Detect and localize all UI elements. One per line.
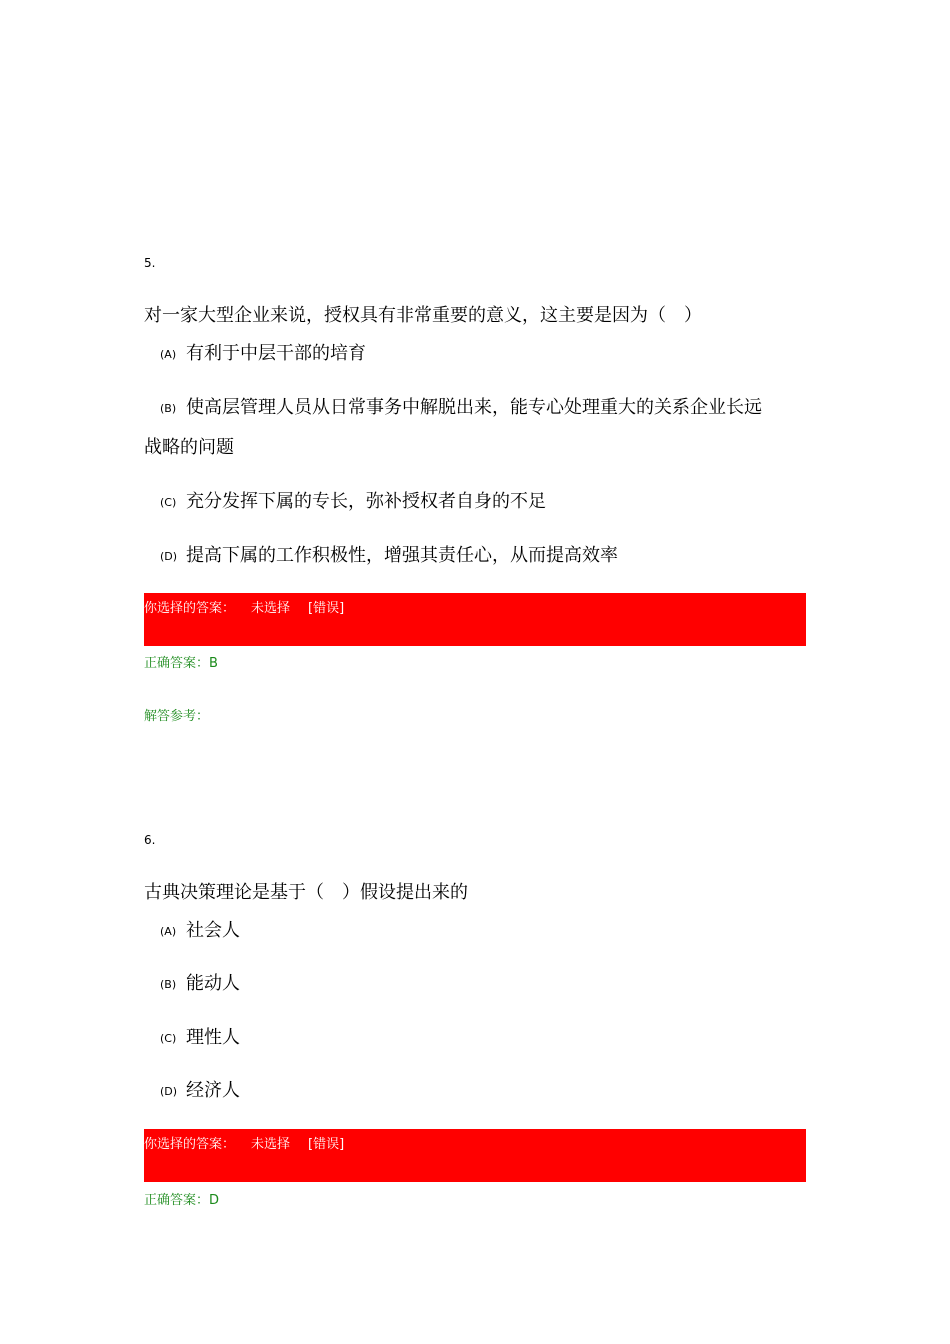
your-answer-label: 你选择的答案： <box>144 1137 236 1152</box>
correct-answer: 正确答案：D <box>144 1193 220 1208</box>
option-text: 提高下属的工作积极性，增强其责任心，从而提高效率 <box>186 545 618 566</box>
option-text: 经济人 <box>186 1080 240 1101</box>
option-label: (A) <box>160 924 177 938</box>
question-number: 6. <box>144 833 156 847</box>
option-text: 充分发挥下属的专长，弥补授权者自身的不足 <box>186 491 546 512</box>
option-c[interactable] <box>144 487 546 513</box>
your-answer-label: 你选择的答案： <box>144 601 236 616</box>
option-label: (C) <box>160 1031 177 1045</box>
option-b[interactable] <box>144 393 762 419</box>
question-stem: 古典决策理论是基于（ ）假设提出来的 <box>144 882 468 903</box>
option-text: 使高层管理人员从日常事务中解脱出来，能专心处理重大的关系企业长远 <box>186 397 762 418</box>
reference-label: 解答参考： <box>144 709 210 724</box>
question-stem: 对一家大型企业来说，授权具有非常重要的意义，这主要是因为（ ） <box>144 305 702 326</box>
your-answer-value: 未选择 <box>251 1137 291 1152</box>
option-a[interactable] <box>144 339 366 365</box>
option-a[interactable] <box>144 916 240 942</box>
option-text: 理性人 <box>186 1027 240 1048</box>
option-label: (B) <box>160 977 177 991</box>
question-number: 5. <box>144 256 156 270</box>
your-answer-bar <box>144 593 806 646</box>
option-d[interactable] <box>144 1076 240 1102</box>
option-d[interactable] <box>144 541 618 567</box>
option-label: (D) <box>160 1084 178 1098</box>
option-text-continuation: 战略的问题 <box>144 437 234 458</box>
option-label: (A) <box>160 347 177 361</box>
your-answer-bar <box>144 1129 806 1182</box>
option-text: 有利于中层干部的培育 <box>186 343 366 364</box>
option-label: (D) <box>160 549 178 563</box>
option-label: (B) <box>160 401 177 415</box>
correct-answer: 正确答案：B <box>144 656 218 671</box>
option-text: 能动人 <box>186 973 240 994</box>
option-b[interactable] <box>144 969 240 995</box>
your-answer-value: 未选择 <box>251 601 291 616</box>
result-badge: [错误] <box>308 1137 345 1152</box>
option-c[interactable] <box>144 1023 240 1049</box>
result-badge: [错误] <box>308 601 345 616</box>
option-label: (C) <box>160 495 177 509</box>
option-text: 社会人 <box>186 920 240 941</box>
